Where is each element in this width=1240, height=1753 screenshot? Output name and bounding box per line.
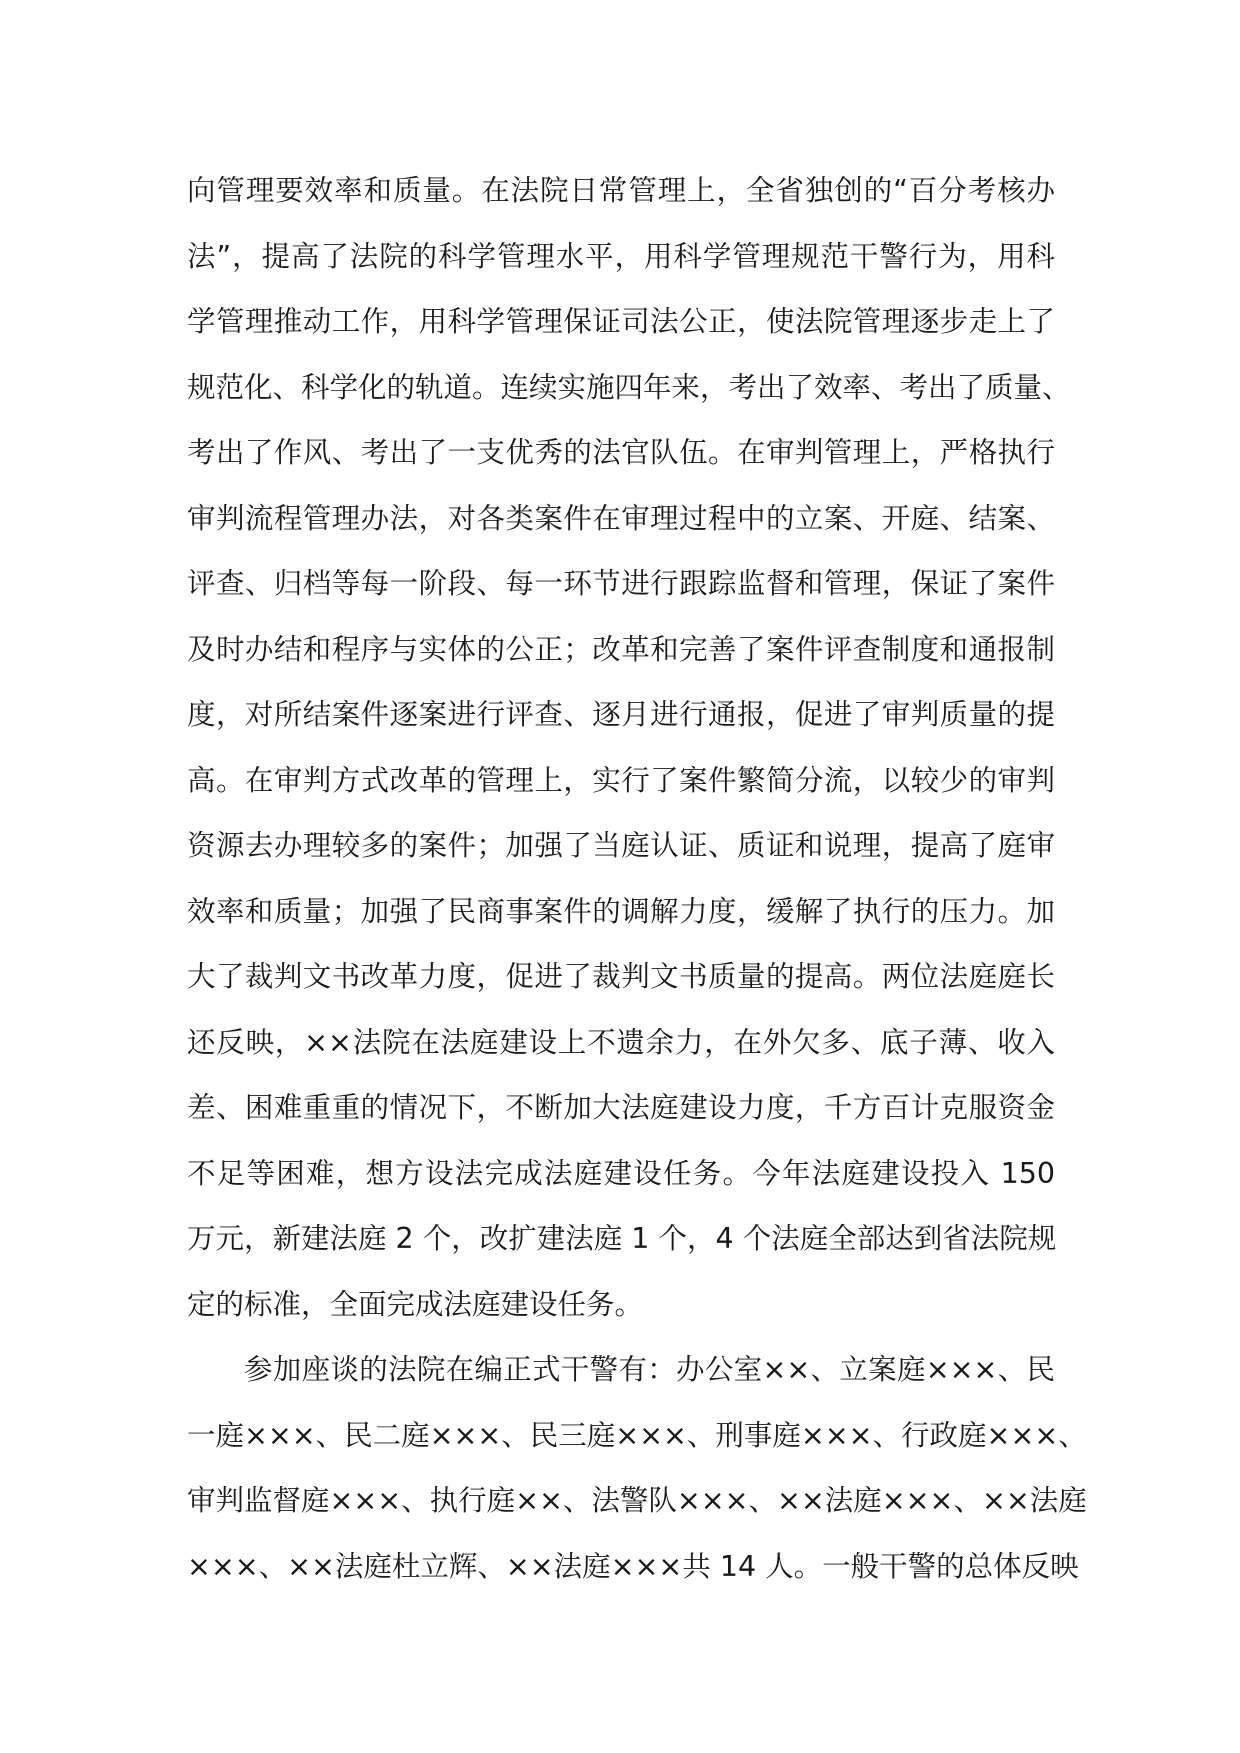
text-line: 差、困难重重的情况下，不断加大法庭建设力度，千方百计克服资金 [187, 1091, 1055, 1124]
text-line: 度，对所结案件逐案进行评查、逐月进行通报，促进了审判质量的提 [187, 698, 1055, 731]
text-line: 审判监督庭×××、执行庭××、法警队×××、××法庭×××、××法庭 [187, 1484, 1087, 1517]
text-line: 及时办结和程序与实体的公正；改革和完善了案件评查制度和通报制 [187, 632, 1055, 666]
text-line: 考出了作风、考出了一支优秀的法官队伍。在审判管理上，严格执行 [187, 436, 1055, 469]
text-line: 审判流程管理办法，对各类案件在审理过程中的立案、开庭、结案、 [187, 501, 1055, 535]
text-line: 规范化、科学化的轨道。连续实施四年来，考出了效率、考出了质量、 [187, 370, 1071, 404]
paragraph-end-line: 定的标准，全面完成法庭建设任务。 [187, 1287, 644, 1321]
text-line: 学管理推动工作，用科学管理保证司法公正，使法院管理逐步走上了 [187, 305, 1055, 338]
text-line: 一庭×××、民二庭×××、民三庭×××、刑事庭×××、行政庭×××、 [187, 1418, 1087, 1452]
text-line: 评查、归档等每一阶段、每一环节进行跟踪监督和管理，保证了案件 [187, 567, 1055, 600]
text-line: 资源去办理较多的案件；加强了当庭认证、质证和说理，提高了庭审 [187, 829, 1055, 862]
text-line: 向管理要效率和质量。在法院日常管理上，全省独创的“百分考核办 [187, 174, 1055, 207]
text-line: 法”，提高了法院的科学管理水平，用科学管理规范干警行为，用科 [187, 239, 1055, 273]
text-line: 高。在审判方式改革的管理上，实行了案件繁简分流，以较少的审判 [187, 763, 1055, 797]
text-line: ×××、××法庭杜立辉、××法庭×××共 14 人。一般干警的总体反映 [187, 1549, 1079, 1583]
text-line: 效率和质量；加强了民商事案件的调解力度，缓解了执行的压力。加 [187, 894, 1055, 928]
text-line: 万元，新建法庭 2 个，改扩建法庭 1 个，4 个法庭全部达到省法院规 [187, 1222, 1057, 1255]
paragraph-start-line: 参加座谈的法院在编正式干警有：办公室××、立案庭×××、民 [244, 1353, 1055, 1386]
text-line: 不足等困难，想方设法完成法庭建设任务。今年法庭建设投入 150 [187, 1156, 1055, 1190]
text-line: 还反映，××法院在法庭建设上不遗余力，在外欠多、底子薄、收入 [187, 1025, 1055, 1059]
document-body [187, 158, 1087, 1599]
text-line: 大了裁判文书改革力度，促进了裁判文书质量的提高。两位法庭庭长 [187, 960, 1055, 993]
